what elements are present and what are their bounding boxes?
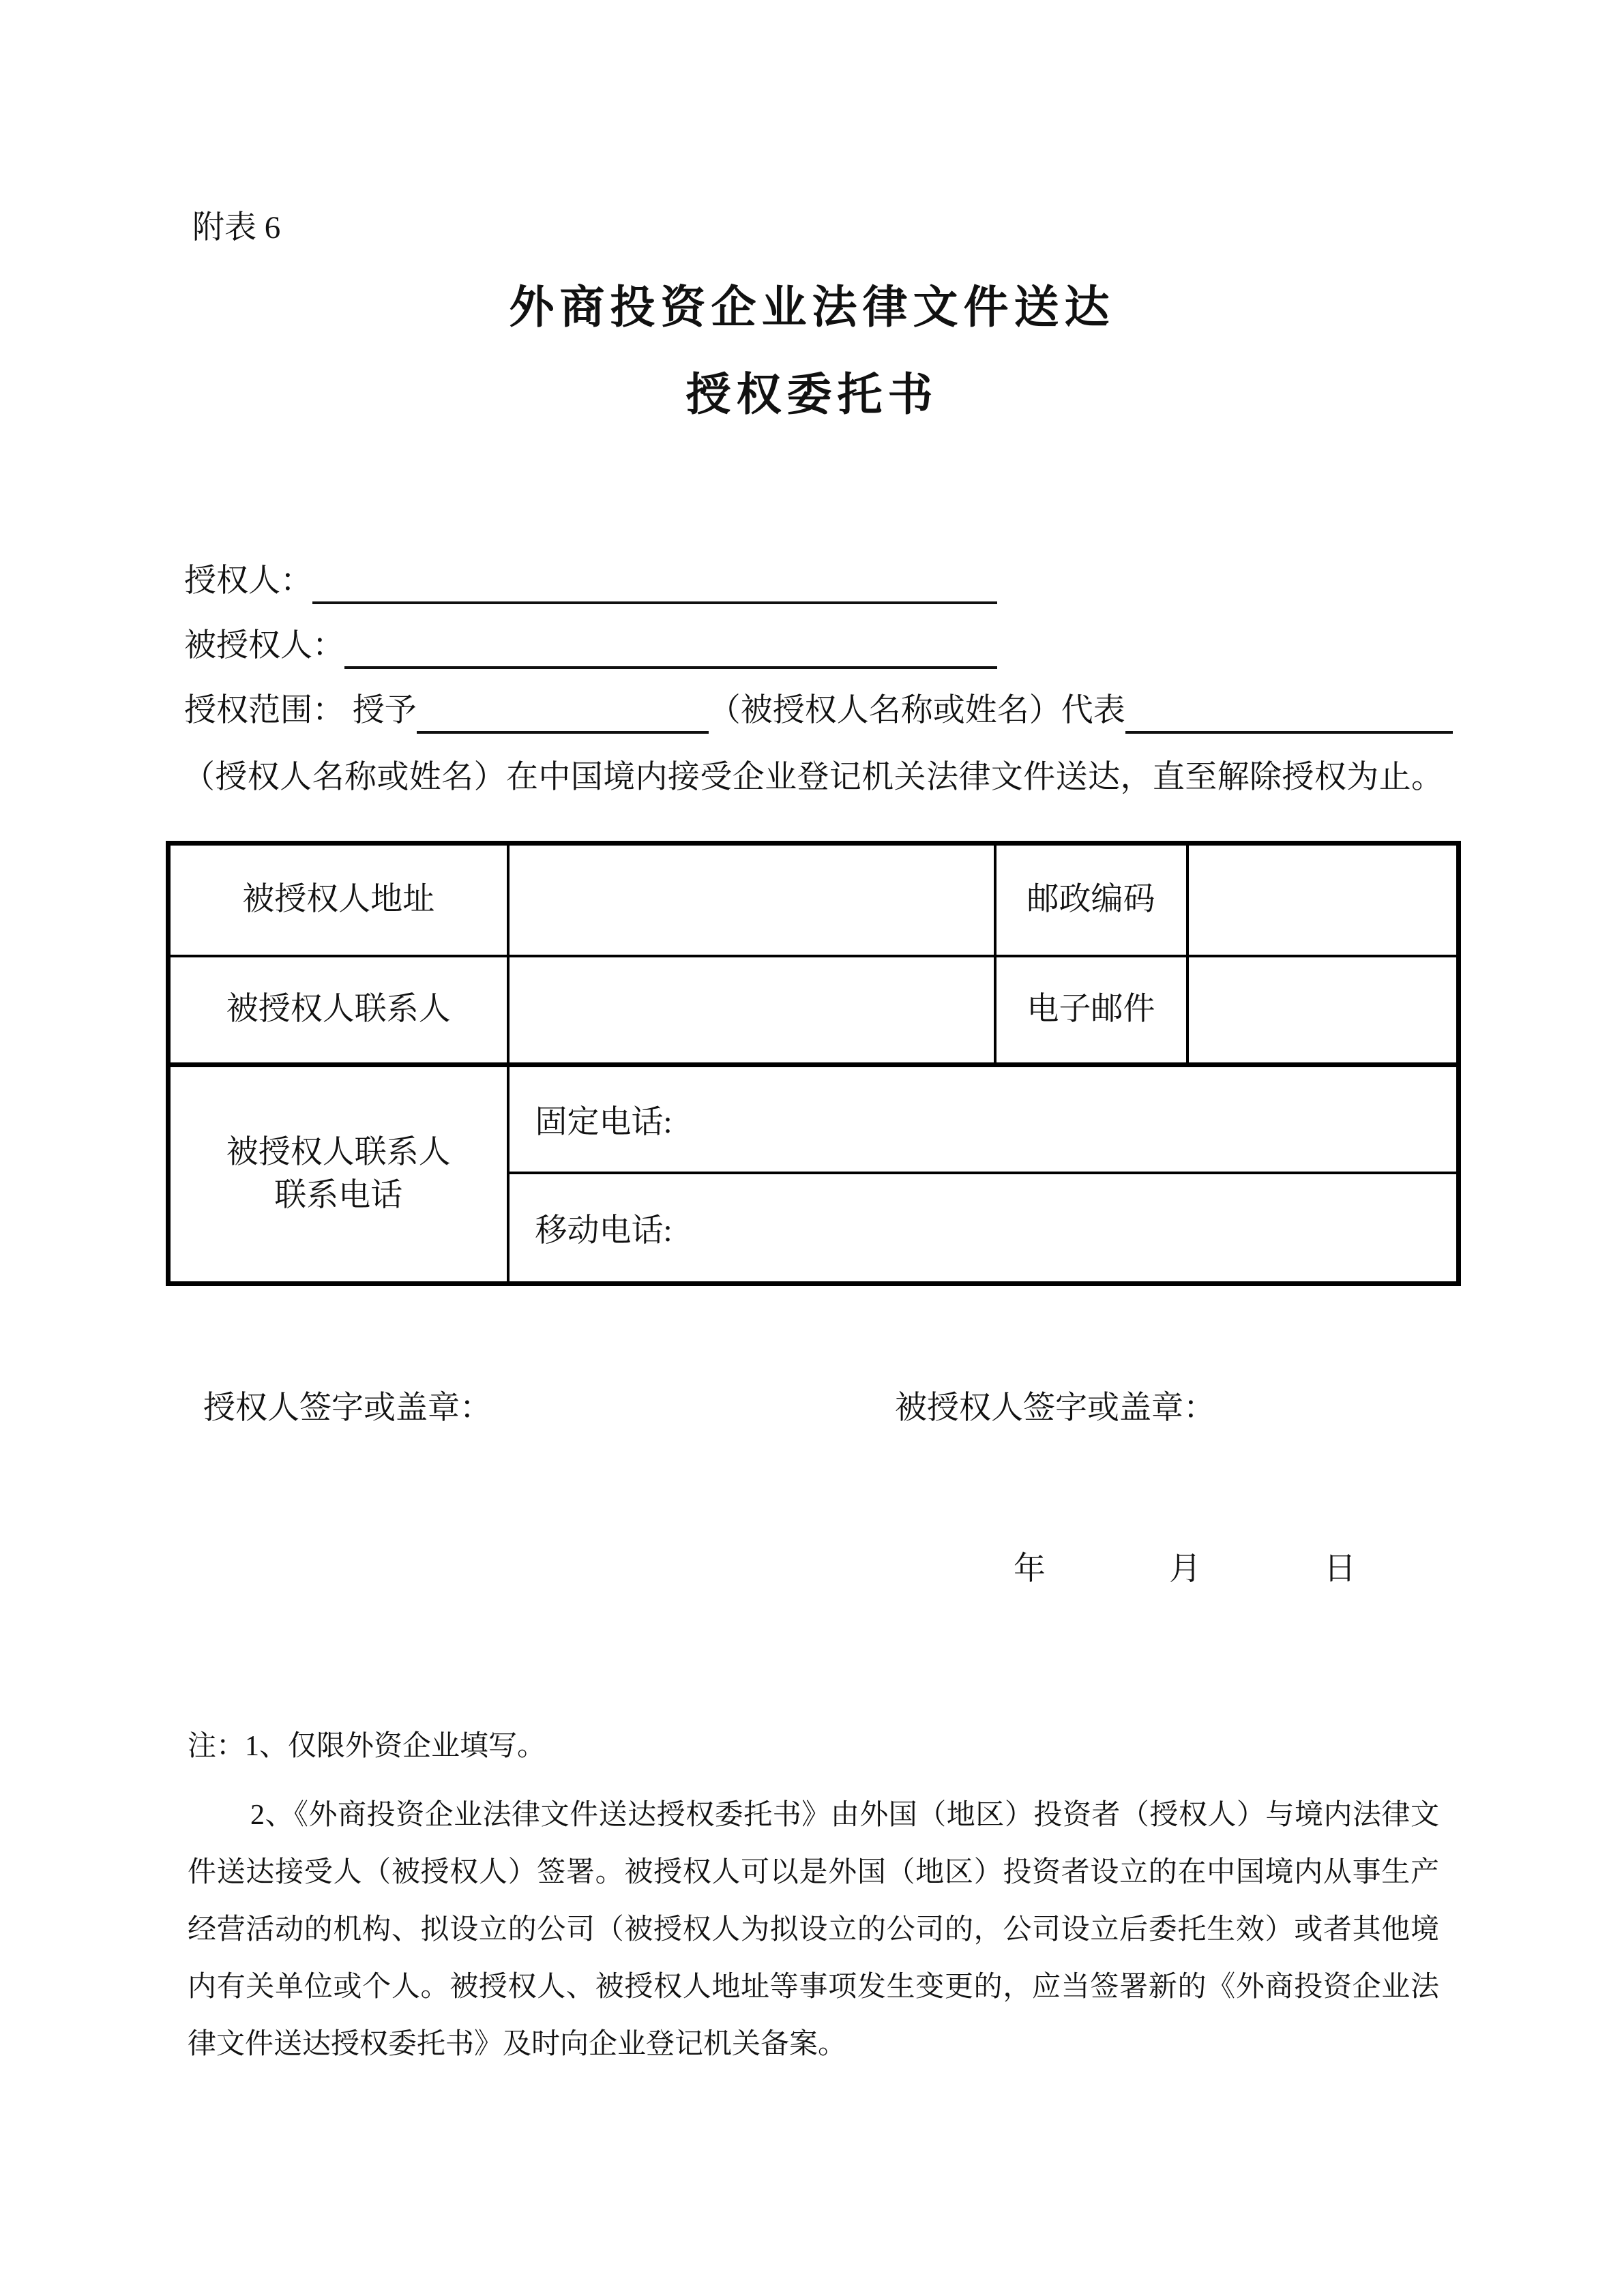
fixed-phone-label: 固定电话: [535,1104,673,1140]
address-value-cell[interactable] [508,844,995,956]
grantee-signature-label: 被授权人签字或盖章： [895,1390,1215,1426]
note-line-2: 2、《外商投资企业法律文件送达授权委托书》由外国（地区）投资者（授权人）与境内法律文 [250,1800,1439,1831]
scope-blank-field-1[interactable] [417,715,709,734]
phone-label-line2: 联系电话 [274,1178,403,1213]
grantee-line [184,625,997,669]
note-line-1: 注：1、仅限外资企业填写。 [188,1731,546,1762]
scope-mid-label: （被授权人名称或姓名）代表 [708,693,1125,728]
document-title: 外商投资企业法律文件送达 [509,283,1115,333]
table-row-contact [168,956,1459,1065]
phone-label-line1: 被授权人联系人 [226,1134,451,1170]
note-line-5: 内有关单位或个人。被授权人、被授权人地址等事项发生变更的，应当签署新的《外商投资企业法 [188,1971,1439,2003]
grantor-signature-label: 授权人签字或盖章： [203,1390,492,1426]
phone-contact-label-cell [168,1065,508,1284]
email-label-cell: 电子邮件 [995,956,1187,1065]
postcode-value-cell[interactable] [1187,844,1459,956]
grantor-blank-field[interactable] [312,585,997,604]
scope-blank-field-2[interactable] [1125,715,1453,734]
table-row-fixed-phone [168,1065,1459,1173]
grantor-label: 授权人： [184,563,312,599]
contact-label-cell: 被授权人联系人 [168,956,508,1065]
mobile-phone-value-cell[interactable] [508,1173,1459,1284]
fixed-phone-value-cell[interactable] [508,1065,1459,1173]
mobile-phone-label: 移动电话: [535,1212,673,1249]
grantee-blank-field[interactable] [344,650,997,669]
date-month-label: 月 [1169,1551,1201,1587]
note-line-6: 律文件送达授权委托书》及时向企业登记机关备案。 [188,2029,847,2060]
scope-line [184,690,1453,734]
table-row-address [168,844,1459,956]
grantor-line [184,561,997,604]
date-day-label: 日 [1324,1551,1356,1587]
scope-continuation-text: （授权人名称或姓名）在中国境内接受企业登记机关法律文件送达，直至解除授权为止。 [183,760,1443,795]
grantee-label: 被授权人： [184,628,344,664]
address-label-cell: 被授权人地址 [168,844,508,956]
document-subtitle: 授权委托书 [685,370,939,420]
note-line-4: 经营活动的机构、拟设立的公司（被授权人为拟设立的公司的，公司设立后委托生效）或者其他境 [188,1914,1439,1945]
recipient-info-table [166,841,1461,1286]
contact-value-cell[interactable] [508,956,995,1065]
date-year-label: 年 [1014,1551,1046,1587]
email-value-cell[interactable] [1187,956,1459,1065]
annex-label: 附表 6 [192,210,281,245]
postcode-label-cell: 邮政编码 [995,844,1187,956]
note-line-3: 件送达接受人（被授权人）签署。被授权人可以是外国（地区）投资者设立的在中国境内从事生产 [188,1857,1439,1888]
scope-label: 授权范围： 授予 [184,693,417,728]
